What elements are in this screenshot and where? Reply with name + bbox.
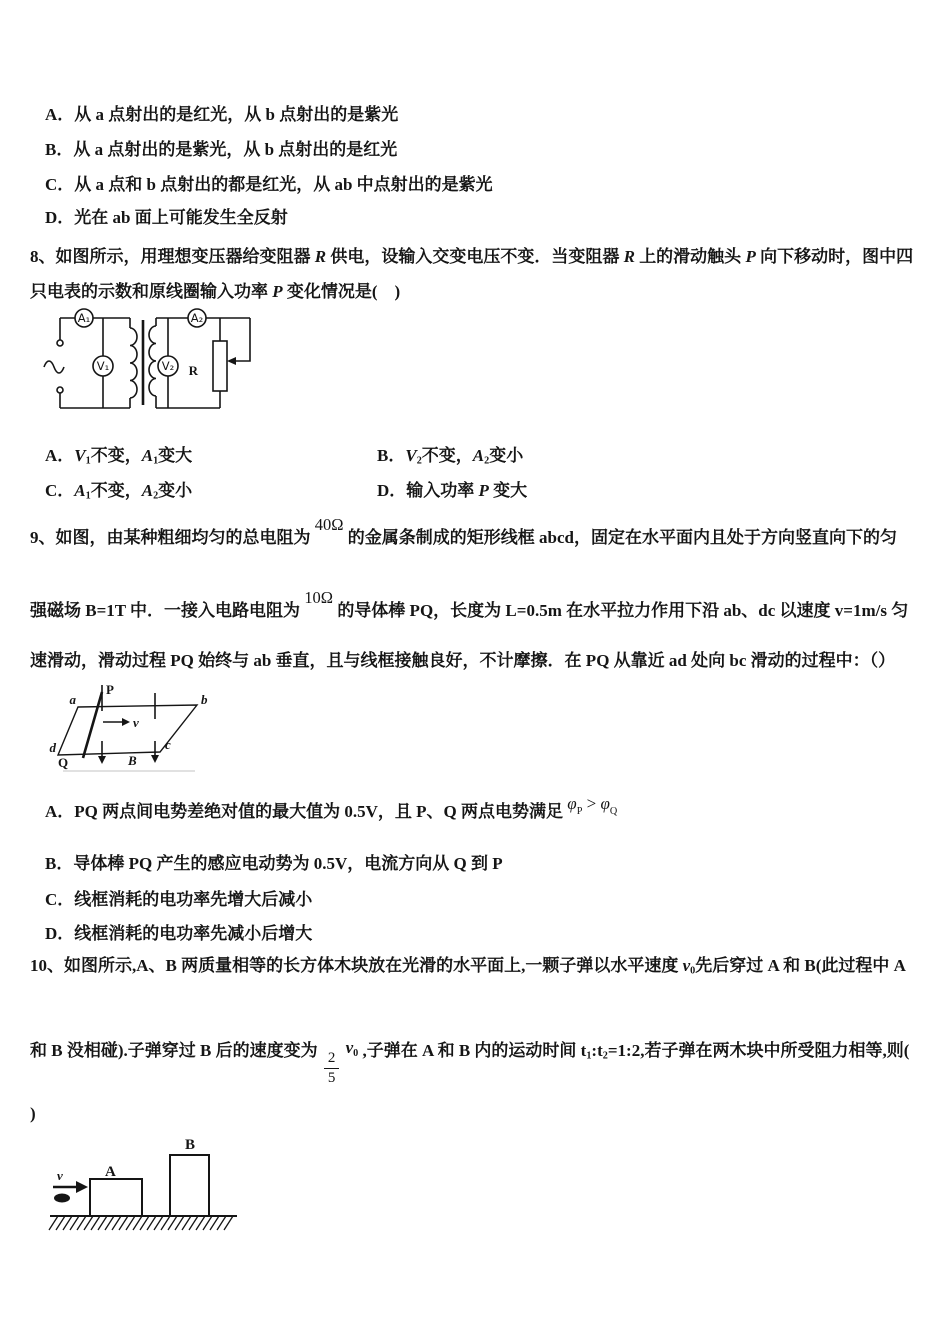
text-segment: 0 [690, 965, 696, 977]
corner-c-label: c [165, 737, 171, 752]
voltmeter-v1-label: V₁ [96, 359, 110, 373]
q8-option-a [45, 445, 192, 468]
text-segment: P [478, 481, 489, 500]
rod-pq [83, 692, 102, 758]
text-segment: Q [609, 806, 618, 818]
text-segment: 9、如图，由某种粗细均匀的总电阻为 [30, 528, 315, 547]
text-segment: 的金属条制成的矩形线框 abcd，固定在水平面内且处于方向竖直向下的匀 [343, 528, 897, 547]
text-segment: 变化情况是( ) [282, 282, 401, 301]
text-segment: A [74, 481, 86, 500]
ground-hatching [49, 1216, 233, 1230]
q9-option-a [45, 793, 618, 822]
b-arrowhead-1 [98, 756, 106, 764]
corner-a-label: a [69, 692, 76, 707]
v-arrowhead [122, 718, 130, 726]
terminal-bottom [57, 387, 63, 393]
text-segment: P [745, 247, 756, 266]
q9-figure [45, 683, 220, 778]
text-segment: 先后穿过 A 和 B(此过程中 A [695, 956, 906, 975]
q7-option-c: C．从 a 点和 b 点射出的都是红光，从 ab 中点射出的是紫光 [45, 175, 493, 194]
text-segment: > [582, 793, 601, 813]
text-segment: 和 B 没相碰).子弹穿过 B 后的速度变为 [30, 1041, 318, 1060]
q9-line-2 [30, 587, 909, 622]
text-segment: 变大 [158, 446, 193, 465]
text-segment: 不变， [90, 446, 142, 465]
rheostat-r [213, 341, 227, 391]
q9-line-1 [30, 514, 897, 549]
rheostat-r-label: R [188, 363, 198, 378]
text-segment: 8、如图所示，用理想变压器给变阻器 [30, 247, 315, 266]
text-segment: 1 [153, 455, 159, 467]
text-segment: 供电，设输入交变电压不变．当变阻器 [326, 247, 624, 266]
q9-line-3: 速滑动，滑动过程 PQ 始终与 ab 垂直，且与线框接触良好，不计摩擦．在 PQ 从靠近 ad 处向 bc 滑动的过程中：（） [30, 651, 896, 670]
q9-option-c: C．线框消耗的电功率先增大后减小 [45, 890, 313, 909]
q10-line-1 [30, 955, 906, 978]
q7-option-a: A．从 a 点射出的是红光，从 b 点射出的是紫光 [45, 105, 399, 124]
text-segment: 10Ω [304, 587, 334, 607]
text-segment: 不变， [421, 446, 473, 465]
text-segment: 10、如图所示,A、B 两质量相等的长方体木块放在光滑的水平面上,一颗子弹以水平速度 [30, 956, 683, 975]
text-segment: φ [600, 793, 610, 813]
text-segment: 40Ω [314, 514, 344, 534]
q8-line-2 [30, 281, 400, 302]
text-segment: 0 [353, 1047, 359, 1059]
text-segment: :t [591, 1041, 603, 1060]
text-segment: 2 [416, 455, 422, 467]
q8-circuit-figure [40, 303, 300, 428]
text-segment: B． [377, 446, 406, 465]
text-segment: 1 [586, 1050, 592, 1062]
text-segment: 2 [153, 490, 159, 502]
text-segment: =1:2,若子弹在两木块中所受阻力相等,则( [607, 1041, 910, 1060]
text-segment: R [314, 247, 327, 266]
fraction-denominator: 5 [327, 1069, 336, 1086]
q8-option-c [45, 480, 192, 503]
primary-coil [130, 328, 137, 398]
text-segment: 上的滑动触头 [634, 247, 746, 266]
text-segment: A． [45, 446, 75, 465]
corner-d-label: d [49, 740, 56, 755]
text-segment: φ [567, 793, 577, 813]
text-segment: v [682, 956, 691, 975]
text-segment: P [272, 282, 283, 301]
terminal-top [57, 340, 63, 346]
q8-line-1 [30, 246, 913, 267]
text-segment: 变小 [489, 446, 524, 465]
q8-option-b [377, 445, 523, 468]
q10-line-2 [30, 1040, 909, 1088]
block-a-label: A [105, 1164, 116, 1180]
q9-option-b: B．导体棒 PQ 产生的感应电动势为 0.5V，电流方向从 Q 到 P [45, 854, 503, 873]
text-segment: 只电表的示数和原线圈输入功率 [30, 282, 273, 301]
text-segment: 强磁场 B=1T 中．一接入电路电阻为 [30, 601, 305, 620]
text-segment: D．输入功率 [377, 481, 479, 500]
text-segment: V [405, 446, 417, 465]
text-segment: A [141, 446, 154, 465]
text-segment: 变小 [158, 481, 193, 500]
text-segment: ,子弹在 A 和 B 内的运动时间 t [362, 1041, 587, 1060]
q10-line-2-post [362, 1041, 909, 1060]
block-a [90, 1179, 142, 1216]
text-segment: 2 [484, 455, 490, 467]
text-segment: R [623, 247, 635, 266]
text-segment: C． [45, 481, 75, 500]
text-segment: 2 [602, 1050, 608, 1062]
block-b-label: B [185, 1137, 196, 1153]
q8-option-d [377, 480, 527, 501]
ammeter-a1-label: A₁ [77, 311, 91, 325]
text-segment: A．PQ 两点间电势差绝对值的最大值为 0.5V，且 P、Q 两点电势满足 [45, 802, 568, 821]
fraction-numerator: 2 [324, 1049, 340, 1069]
b-arrowhead-2 [151, 755, 159, 763]
q7-option-d: D．光在 ab 面上可能发生全反射 [45, 208, 288, 227]
q7-option-b: B．从 a 点射出的是紫光，从 b 点射出的是红光 [45, 140, 398, 159]
q9-option-d: D．线框消耗的电功率先减小后增大 [45, 924, 313, 943]
text-segment: 1 [85, 455, 91, 467]
text-segment: P [576, 806, 583, 818]
ac-source-icon [44, 361, 64, 373]
rod-p-label: P [106, 682, 114, 697]
bullet-velocity-label: v [57, 1168, 63, 1183]
ammeter-a2-label: A₂ [190, 311, 204, 325]
bullet-arrowhead [76, 1181, 88, 1193]
text-segment: v [345, 1038, 354, 1057]
b-field-label: B [128, 753, 137, 768]
q10-v0 [345, 1038, 359, 1060]
secondary-coil [149, 326, 156, 396]
block-b [170, 1155, 209, 1216]
q10-line-2-pre [30, 1041, 318, 1060]
voltmeter-v2-label: V₂ [161, 359, 175, 373]
fraction-two-fifths [324, 1049, 340, 1088]
text-segment: 不变， [90, 481, 142, 500]
corner-b-label: b [201, 692, 208, 707]
q10-close-paren: ) [30, 1104, 36, 1123]
velocity-label: v [133, 715, 139, 730]
text-segment: A [472, 446, 485, 465]
slider-arrow [227, 357, 236, 365]
rod-q-label: Q [58, 755, 69, 770]
bullet-icon [54, 1194, 70, 1203]
q10-figure [45, 1133, 245, 1238]
text-segment: 1 [85, 490, 91, 502]
text-segment: V [74, 446, 86, 465]
text-segment: 向下移动时，图中四 [755, 247, 914, 266]
text-segment: A [141, 481, 154, 500]
text-segment: 的导体棒 PQ，长度为 L=0.5m 在水平拉力作用下沿 ab、dc 以速度 v=1m/s 匀 [333, 601, 909, 620]
loop-abcd [58, 705, 197, 755]
text-segment: 变大 [488, 481, 528, 500]
